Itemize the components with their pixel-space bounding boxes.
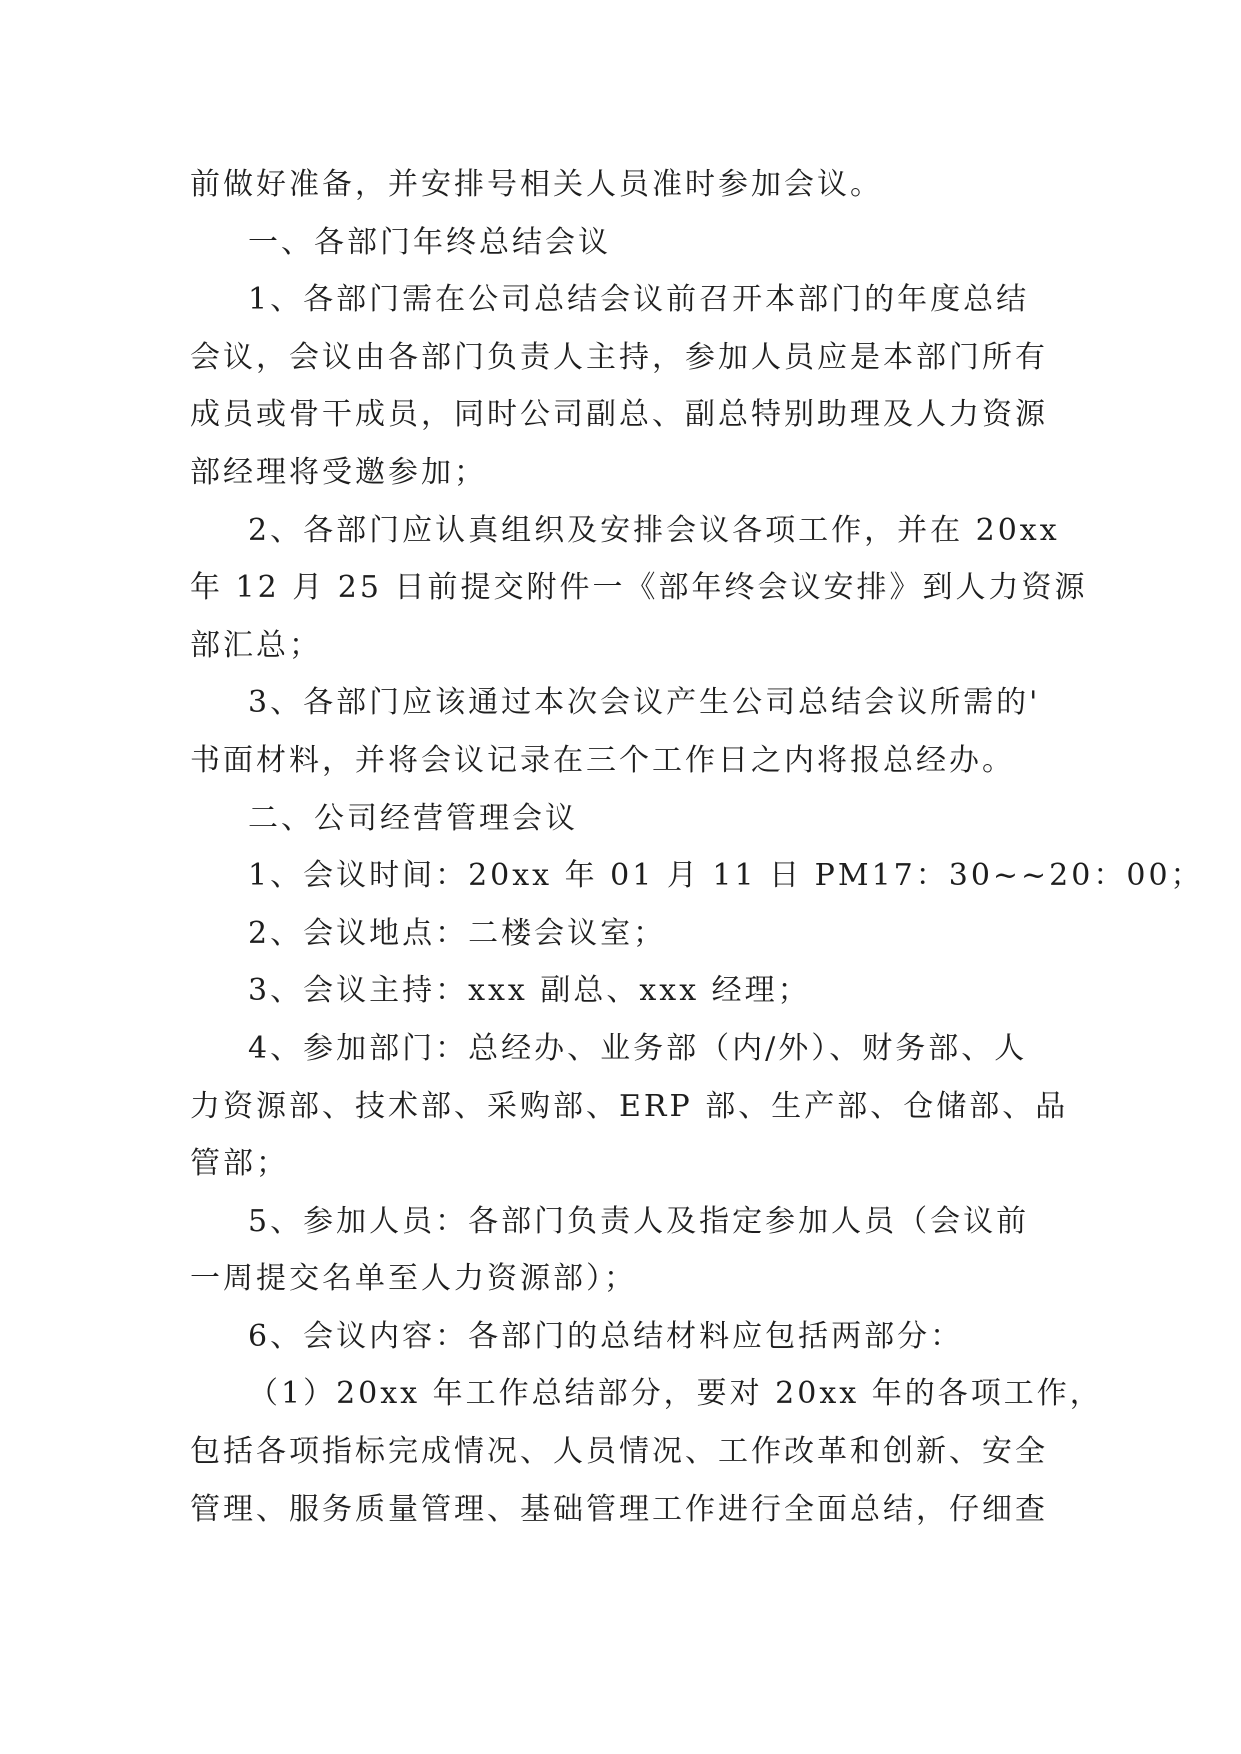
paragraph-line: 管理、服务质量管理、基础管理工作进行全面总结，仔细查	[190, 1491, 1048, 1527]
paragraph-line: 4、参加部门：总经办、业务部（内/外）、财务部、人	[248, 1030, 1028, 1066]
paragraph-line: （1）20xx 年工作总结部分，要对 20xx 年的各项工作，	[248, 1376, 1103, 1412]
paragraph-line: 2、各部门应认真组织及安排会议各项工作，并在 20xx	[248, 512, 1060, 548]
paragraph-line: 年 12 月 25 日前提交附件一《部年终会议安排》到人力资源	[190, 570, 1088, 606]
paragraph-line: 部汇总；	[190, 627, 322, 663]
paragraph-line: 6、会议内容：各部门的总结材料应包括两部分：	[248, 1318, 964, 1354]
paragraph-line: 3、会议主持：xxx 副总、xxx 经理；	[248, 973, 811, 1009]
paragraph-line: 包括各项指标完成情况、人员情况、工作改革和创新、安全	[190, 1434, 1048, 1470]
paragraph-line: 成员或骨干成员，同时公司副总、副总特别助理及人力资源	[190, 397, 1048, 433]
paragraph-line: 前做好准备，并安排号相关人员准时参加会议。	[190, 167, 883, 202]
paragraph-line: 部经理将受邀参加；	[190, 454, 487, 490]
paragraph-line: 3、各部门应该通过本次会议产生公司总结会议所需的'	[248, 685, 1041, 721]
section-heading: 二、公司经营管理会议	[248, 800, 578, 836]
paragraph-line: 会议，会议由各部门负责人主持，参加人员应是本部门所有	[190, 339, 1048, 375]
paragraph-line: 力资源部、技术部、采购部、ERP 部、生产部、仓储部、品	[190, 1088, 1069, 1124]
paragraph-line: 书面材料，并将会议记录在三个工作日之内将报总经办。	[190, 742, 1015, 778]
paragraph-line: 1、会议时间：20xx 年 01 月 11 日 PM17：30~~20：00；	[248, 858, 1204, 894]
paragraph-line: 管部；	[190, 1146, 289, 1182]
paragraph-line: 2、会议地点：二楼会议室；	[248, 915, 667, 951]
section-heading: 一、各部门年终总结会议	[248, 224, 611, 260]
document-body	[190, 156, 1204, 1538]
paragraph-line: 5、参加人员：各部门负责人及指定参加人员（会议前	[248, 1203, 1030, 1239]
paragraph-line: 一周提交名单至人力资源部）；	[190, 1261, 637, 1297]
paragraph-line: 1、各部门需在公司总结会议前召开本部门的年度总结	[248, 282, 1030, 318]
